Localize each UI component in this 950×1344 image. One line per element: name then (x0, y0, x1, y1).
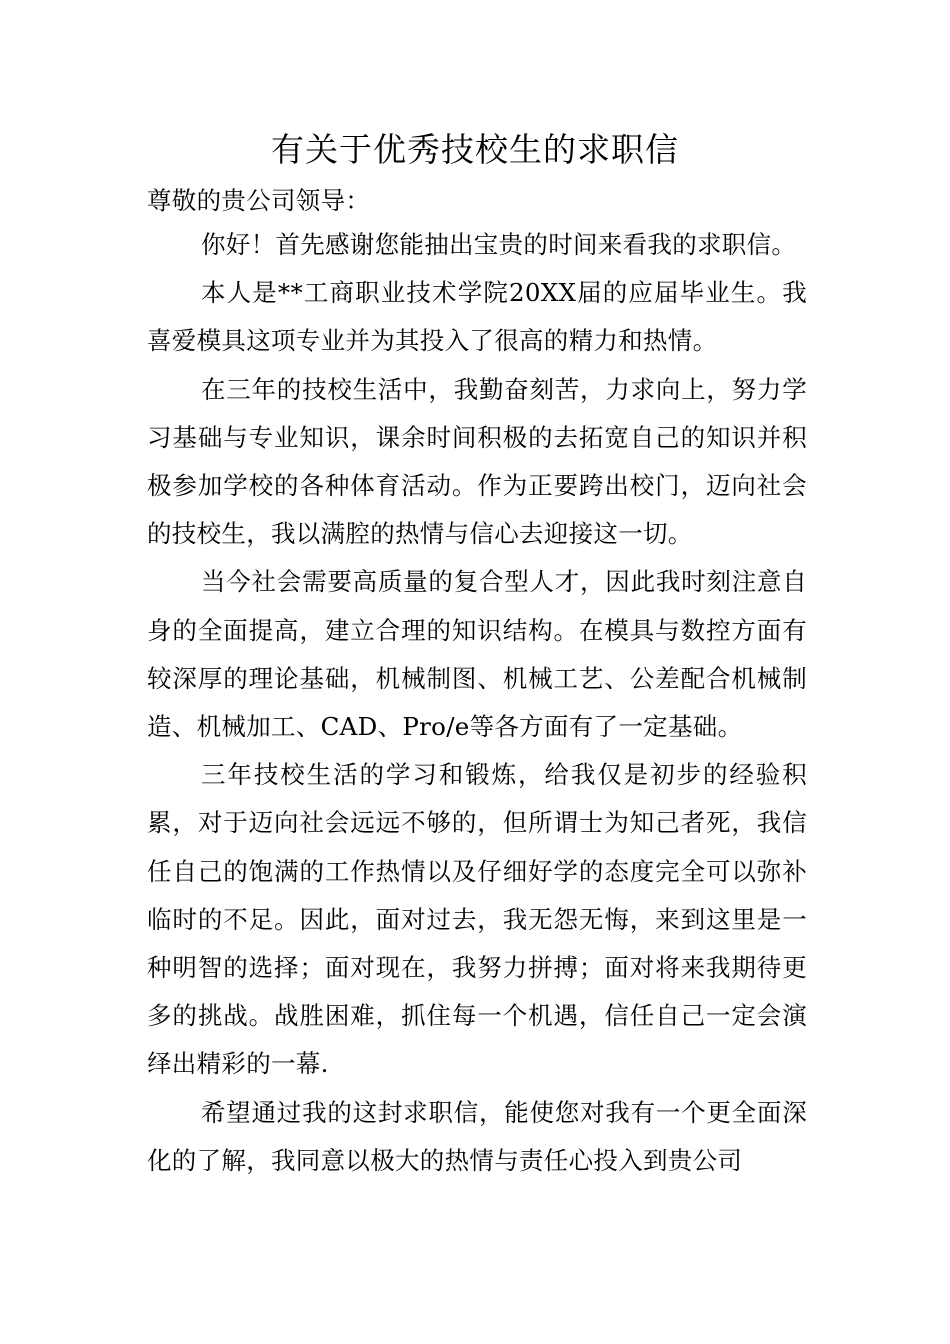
paragraph-attitude: 三年技校生活的学习和锻炼，给我仅是初步的经验积累，对于迈向社会远远不够的，但所谓士为知己者死，我信任自己的饱满的工作热情以及仔细好学的态度完全可以弥补临时的不足。因此，面对过去，我无怨无悔，来到这里是一种明智的选择；面对现在，我努力拼搏；面对将来我期待更多的挑战。战胜困难，抓住每一个机遇，信任自己一定会演绎出精彩的一幕. (147, 760, 807, 1079)
salutation: 尊敬的贵公司领导： (147, 186, 371, 215)
paragraph-school-life: 在三年的技校生活中，我勤奋刻苦，力求向上，努力学习基础与专业知识，课余时间积极的去拓宽自己的知识并积极参加学校的各种体育活动。作为正要跨出校门，迈向社会的技校生，我以满腔的热情与信心去迎接这一切。 (147, 374, 807, 549)
letter-body (147, 180, 807, 1185)
paragraph-skills: 当今社会需要高质量的复合型人才，因此我时刻注意自身的全面提高，建立合理的知识结构。在模具与数控方面有较深厚的理论基础，机械制图、机械工艺、公差配合机械制造、机械加工、CAD、Pro/e等各方面有了一定基础。 (147, 567, 807, 742)
document-title: 有关于优秀技校生的求职信 (271, 130, 679, 169)
paragraph-introduction: 本人是**工商职业技术学院20XX届的应届毕业生。我喜爱模具这项专业并为其投入了很高的精力和热情。 (147, 278, 807, 356)
paragraph-greeting: 你好！首先感谢您能抽出宝贵的时间来看我的求职信。 (201, 230, 797, 259)
paragraph-closing: 希望通过我的这封求职信，能使您对我有一个更全面深化的了解，我同意以极大的热情与责任心投入到贵公司 (147, 1097, 807, 1175)
